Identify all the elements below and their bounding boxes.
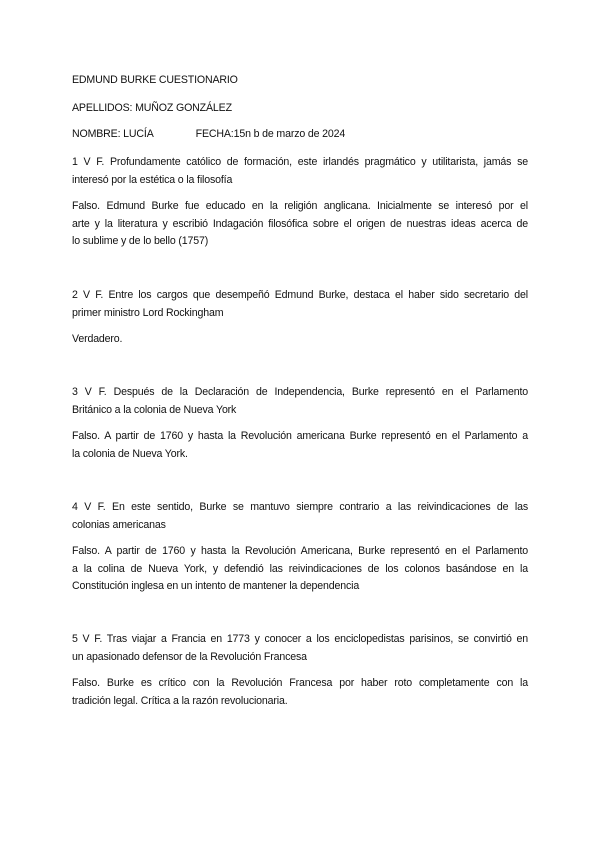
fecha-field: FECHA:15n b de marzo de 2024 [195,128,346,140]
answer-3: Falso. A partir de 1760 y hasta la Revolución americana Burke representó en el Parlamento a la colonia de Nueva York. [72,430,528,460]
apellidos-field: APELLIDOS: MUÑOZ GONZÁLEZ [72,102,232,114]
question-4: 4 V F. En este sentido, Burke se mantuvo siempre contrario a las reivindicaciones de las colonias americanas [72,501,528,531]
answer-1: Falso. Edmund Burke fue educado en la religión anglicana. Inicialmente se interesó por el arte y la literatura y escribió Indagación filosófica sobre el origen de nuestras ideas acerca de lo sublime y de lo bello (1757) [72,200,528,248]
question-5: 5 V F. Tras viajar a Francia en 1773 y conocer a los enciclopedistas parisinos, se convirtió en un apasionado defensor de la Revolución Francesa [72,633,528,663]
document-title: EDMUND BURKE CUESTIONARIO [72,74,238,86]
nombre-field: NOMBRE: LUCÍA [72,128,154,140]
question-3: 3 V F. Después de la Declaración de Independencia, Burke representó en el Parlamento Británico a la colonia de Nueva York [72,386,528,416]
question-1: 1 V F. Profundamente católico de formación, este irlandés pragmático y utilitarista, jamás se interesó por la estética o la filosofía [72,156,528,186]
answer-4: Falso. A partir de 1760 y hasta la Revolución Americana, Burke representó en el Parlamento a la colina de Nueva York, y defendió las reivindicaciones de los colonos basándose en la Constitución inglesa en un intento de mantener la dependencia [72,545,528,593]
answer-2: Verdadero. [72,333,123,345]
question-2: 2 V F. Entre los cargos que desempeñó Edmund Burke, destaca el haber sido secretario del primer ministro Lord Rockingham [72,289,528,319]
nombre-fecha-line [72,128,528,140]
answer-5: Falso. Burke es crítico con la Revolución Francesa por haber roto completamente con la tradición legal. Crítica a la razón revolucionaria. [72,677,528,707]
